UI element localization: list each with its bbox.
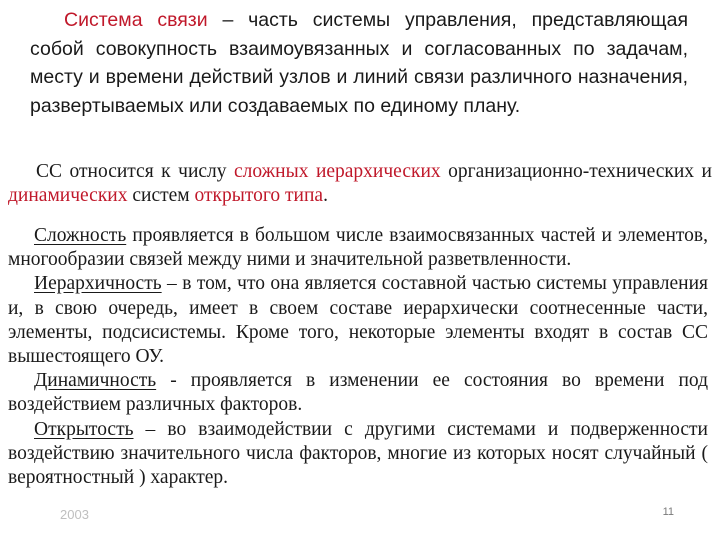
definition-paragraph <box>30 6 688 120</box>
faint-watermark-text: 2003 <box>60 507 89 522</box>
intro-text-4: . <box>323 185 328 207</box>
property-text: – во взаимодействии с другими системами и подверженности воздействию значительного числа факторов, многие из которых носят случайный ( вероятностный ) характер. <box>8 418 708 489</box>
definition-text: часть системы управления, представляющая собой совокупность взаимоувязанных и согласованных по задачам, месту и времени действий узлов и линий связи различного назначения, развертываемых или создаваемых по единому плану. <box>30 9 688 117</box>
slide-number: 11 <box>662 506 674 518</box>
intro-paragraph <box>8 160 712 208</box>
definition-term: Система связи <box>64 9 208 31</box>
intro-highlight-dynamic: динамических <box>8 185 128 207</box>
property-dynamics <box>8 369 708 417</box>
definition-dash: – <box>207 9 249 31</box>
property-hierarchy <box>8 272 708 369</box>
property-term: Иерархичность <box>34 273 162 295</box>
intro-text-1: СС относится к числу <box>36 161 235 182</box>
property-openness <box>8 418 708 491</box>
property-complexity <box>8 224 708 272</box>
property-term: Сложность <box>34 225 127 246</box>
property-text: проявляется в большом числе взаимосвязанных частей и элементов, многообразии связей между ними и значительной разветвленности. <box>8 225 708 271</box>
intro-text-2: организационно-технических и <box>440 161 712 182</box>
intro-text-3: систем <box>127 185 195 207</box>
property-text: – в том, что она является составной частью системы управления и, в свою очередь, имеет в своем составе иерархически соотнесенные части, элементы, подсисистемы. Кроме того, некоторые элементы входят в состав СС вышестоящего ОУ. <box>8 273 708 368</box>
property-text: - проявляется в изменении ее состояния во времени под воздействием различных факторов. <box>8 370 708 416</box>
properties-list <box>8 224 708 490</box>
property-term: Открытость <box>34 418 134 440</box>
property-term: Динамичность <box>34 370 157 392</box>
intro-highlight-complex-hierarchical: сложных иерархических <box>234 161 441 182</box>
intro-highlight-open-type: открытого типа <box>194 185 324 207</box>
